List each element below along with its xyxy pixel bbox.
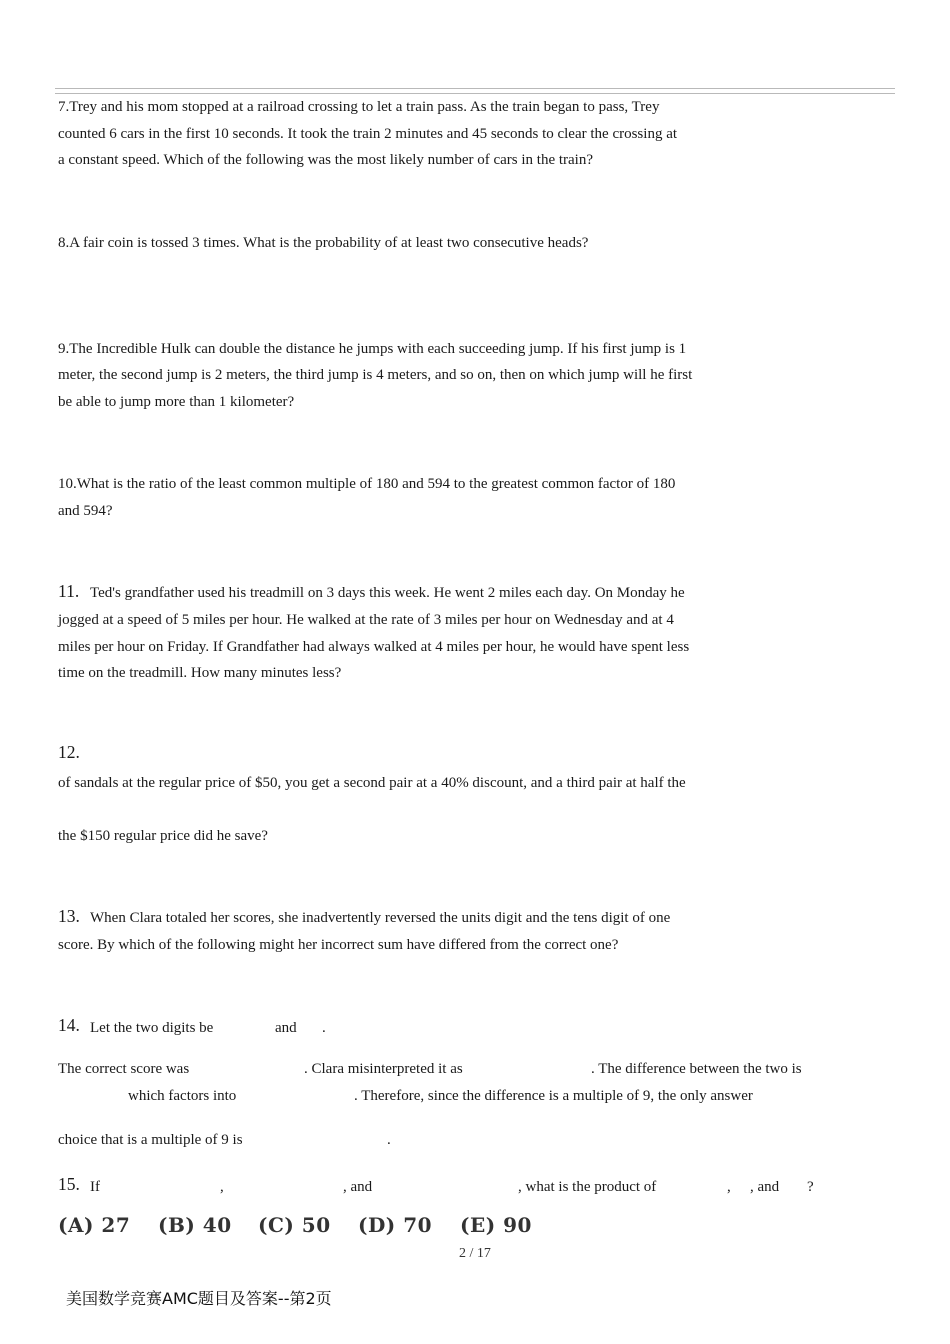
problem-15-text: ? (807, 1179, 814, 1195)
answer-choice-d: (D) 70 (358, 1213, 433, 1237)
solution-text: and (275, 1020, 297, 1036)
problem-13-line: When Clara totaled her scores, she inadvertently reversed the units digit and the tens digit of one (90, 910, 671, 926)
problem-10-line: and 594? (58, 503, 113, 519)
problem-11-line: jogged at a speed of 5 miles per hour. He walked at the rate of 3 miles per hour on Wednesday and at 4 (58, 612, 674, 628)
problem-12-line: of sandals at the regular price of $50, you get a second pair at a 40% discount, and a third pair at half the (58, 775, 686, 791)
document-footer: 美国数学竞赛AMC题目及答案--第2页 (66, 1289, 332, 1308)
problem-9-line: meter, the second jump is 2 meters, the third jump is 4 meters, and so on, then on which jump will he first (58, 367, 693, 383)
problem-15-text: If (90, 1179, 100, 1195)
solution-text: . (322, 1020, 326, 1036)
solution-text: . The difference between the two is (591, 1061, 802, 1077)
solution-text: . Clara misinterpreted it as (304, 1061, 463, 1077)
problem-15-text: , (220, 1179, 224, 1195)
solution-text: Let the two digits be (90, 1020, 214, 1036)
solution-text: choice that is a multiple of 9 is (58, 1132, 243, 1148)
problem-15-text: , what is the product of (518, 1179, 657, 1195)
problem-9-line: be able to jump more than 1 kilometer? (58, 394, 295, 410)
answer-choice-c: (C) 50 (258, 1213, 331, 1237)
page-number: 2 / 17 (459, 1246, 491, 1261)
solution-text: . Therefore, since the difference is a multiple of 9, the only answer (354, 1088, 753, 1104)
problem-15-text: , and (750, 1179, 780, 1195)
problem-number: 12. (58, 742, 80, 762)
problem-15-text: , and (343, 1179, 373, 1195)
problem-11-line: Ted's grandfather used his treadmill on 3 days this week. He went 2 miles each day. On Monday he (90, 585, 685, 601)
problem-number: 15. (58, 1174, 80, 1194)
problem-13-line: score. By which of the following might her incorrect sum have differed from the correct one? (58, 937, 619, 953)
answer-choice-e: (E) 90 (460, 1213, 532, 1237)
header-rule (55, 88, 895, 94)
problem-7-line: a constant speed. Which of the following was the most likely number of cars in the train? (58, 152, 593, 168)
problem-number: 14. (58, 1015, 80, 1035)
problem-15-text: , (727, 1179, 731, 1195)
problem-10-line: 10.What is the ratio of the least common multiple of 180 and 594 to the greatest common factor of 180 (58, 476, 676, 492)
problem-12-line: the $150 regular price did he save? (58, 828, 268, 844)
problem-7-line: counted 6 cars in the first 10 seconds. It took the train 2 minutes and 45 seconds to clear the crossing at (58, 126, 678, 142)
problem-11-line: time on the treadmill. How many minutes less? (58, 665, 342, 681)
answer-choice-a: (A) 27 (58, 1213, 131, 1237)
problem-7-line: 7.Trey and his mom stopped at a railroad crossing to let a train pass. As the train began to pass, Trey (58, 99, 660, 115)
problem-number: 11. (58, 581, 80, 601)
problem-8-line: 8.A fair coin is tossed 3 times. What is the probability of at least two consecutive heads? (58, 235, 589, 251)
problem-11-line: miles per hour on Friday. If Grandfather had always walked at 4 miles per hour, he would have spent less (58, 639, 690, 655)
problem-9-line: 9.The Incredible Hulk can double the distance he jumps with each succeeding jump. If his first jump is 1 (58, 341, 687, 357)
solution-text: . (387, 1132, 391, 1148)
solution-text: which factors into (128, 1088, 237, 1104)
solution-text: The correct score was (58, 1061, 190, 1077)
problem-number: 13. (58, 906, 80, 926)
answer-choice-b: (B) 40 (158, 1213, 232, 1237)
